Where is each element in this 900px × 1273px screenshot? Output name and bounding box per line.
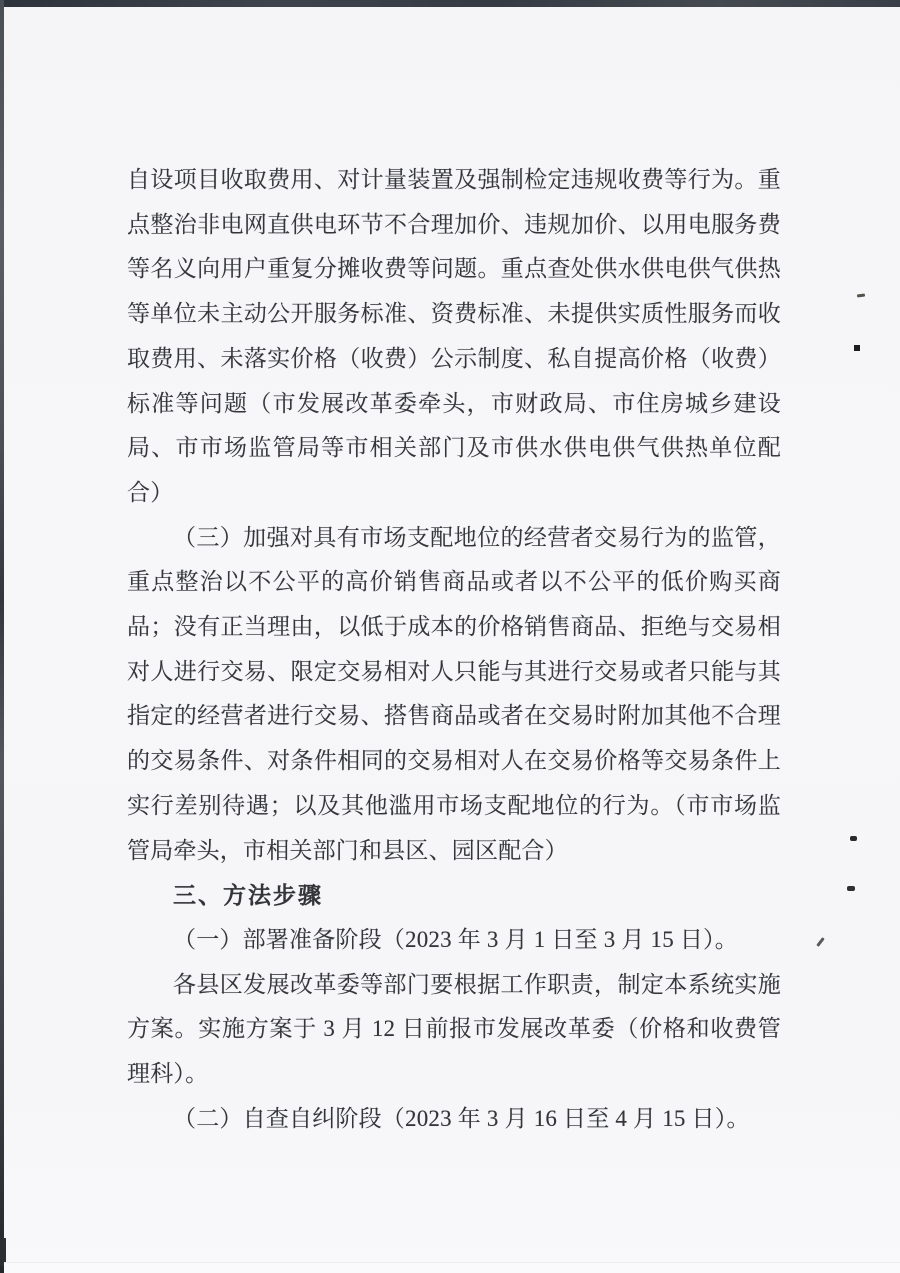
- scan-speck: [857, 293, 865, 297]
- scan-speck: [847, 886, 855, 891]
- paragraph: （一）部署准备阶段（2023 年 3 月 1 日至 3 月 15 日）。: [173, 926, 738, 952]
- section-heading: 三、方法步骤: [173, 882, 323, 909]
- document-body: [127, 158, 781, 1141]
- paragraph: 自设项目收取费用、对计量装置及强制检定违规收费等行为。重点整治非电网直供电环节不合理加价、违规加价、以用电服务费等名义向用户重复分摊收费等问题。重点查处供水供电供气供热等单位未主动公开服务标准、资费标准、未提供实质性服务而收取费用、未落实价格（收费）公示制度、私自提高价格（收费）标准等问题（市发展改革委牵头，市财政局、市住房城乡建设局、市市场监管局等市相关部门及市供水供电供气供热单位配合）: [127, 167, 781, 505]
- scan-edge-top: [0, 0, 900, 7]
- paragraph: （三）加强对具有市场支配地位的经营者交易行为的监管，重点整治以不公平的高价销售商品或者以不公平的低价购买商品；没有正当理由，以低于成本的价格销售商品、拒绝与交易相对人进行交易、限定交易相对人只能与其进行交易或者只能与其指定的经营者进行交易、搭售商品或者在交易时附加其他不合理的交易条件、对条件相同的交易相对人在交易价格等交易条件上实行差别待遇；以及其他滥用市场支配地位的行为。（市市场监管局牵头，市相关部门和县区、园区配合）: [127, 524, 781, 863]
- scan-speck: [850, 836, 857, 841]
- scan-speck: [854, 345, 860, 351]
- scan-speck: [816, 937, 825, 947]
- paragraph: 各县区发展改革委等部门要根据工作职责，制定本系统实施方案。实施方案于 3 月 12 日前报市发展改革委（价格和收费管理科）。: [127, 971, 781, 1087]
- paragraph: （二）自查自纠阶段（2023 年 3 月 16 日至 4 月 15 日）。: [173, 1105, 750, 1131]
- scan-bottom-strip: [4, 1262, 900, 1273]
- scan-edge-left: [0, 0, 4, 1273]
